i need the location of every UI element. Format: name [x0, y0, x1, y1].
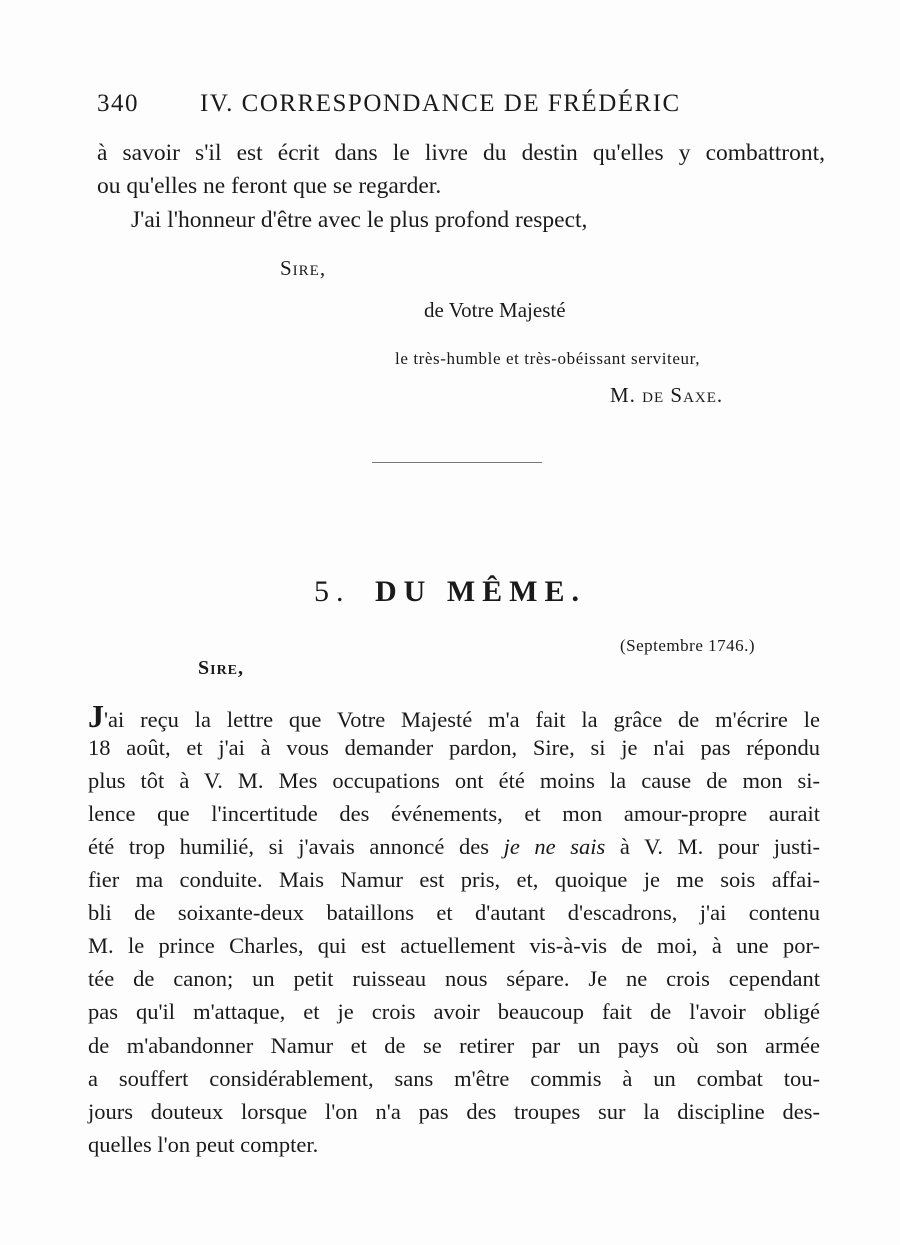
text-line: de m'abandonner Namur et de se retirer par un pays où son armée [88, 1033, 820, 1058]
italic-phrase: je ne sais [503, 834, 606, 859]
drop-cap: J [88, 698, 104, 734]
text-line: jours douteux lorsque l'on n'a pas des troupes sur la discipline des- [88, 1099, 820, 1124]
text-line: M. le prince Charles, qui est actuellement vis-à-vis de moi, à une por- [88, 933, 820, 958]
closing-line: de Votre Majesté [424, 298, 566, 322]
text-line: quelles l'on peut compter. [88, 1132, 319, 1157]
page-number: 340 [97, 90, 139, 117]
section-divider [372, 462, 542, 463]
running-title: IV. CORRESPONDANCE DE FRÉDÉRIC [200, 90, 681, 117]
letter-salutation: Sire, [198, 657, 245, 679]
text-line: 18 août, et j'ai à vous demander pardon, Sire, si je n'ai pas répondu [88, 735, 820, 760]
salutation: Sire, [280, 256, 327, 280]
text-line: ou qu'elles ne feront que se regarder. [97, 173, 442, 199]
text-line: a souffert considérablement, sans m'être commis à un combat tou- [88, 1066, 820, 1091]
text-line: plus tôt à V. M. Mes occupations ont été moins la cause de mon si- [88, 768, 820, 793]
section-heading [0, 575, 900, 609]
text-line: tée de canon; un petit ruisseau nous sépare. Je ne crois cependant [88, 966, 820, 991]
letter-date: (Septembre 1746.) [620, 636, 756, 655]
text-line: bli de soixante-deux bataillons et d'autant d'escadrons, j'ai contenu [88, 900, 820, 925]
closing-line: le très-humble et très-obéissant serviteur, [395, 349, 701, 368]
text-line: fier ma conduite. Mais Namur est pris, et, quoique je me sois affai- [88, 867, 820, 892]
text-line: pas qu'il m'attaque, et je crois avoir beaucoup fait de l'avoir obligé [88, 999, 820, 1024]
closing-formula: J'ai l'honneur d'être avec le plus profond respect, [131, 207, 588, 233]
section-title: DU MÊME. [375, 575, 586, 608]
signature: M. de Saxe. [610, 383, 724, 407]
text-line: lence que l'incertitude des événements, et mon amour-propre aurait [88, 801, 820, 826]
section-number: 5. [314, 575, 351, 608]
text-line: à savoir s'il est écrit dans le livre du destin qu'elles y combattront, [97, 140, 825, 166]
running-head [97, 90, 737, 124]
text-line: J'ai reçu la lettre que Votre Majesté m'a fait la grâce de m'écrire le [88, 698, 820, 734]
text-line: été trop humilié, si j'avais annoncé des je ne sais à V. M. pour justi- [88, 834, 820, 859]
